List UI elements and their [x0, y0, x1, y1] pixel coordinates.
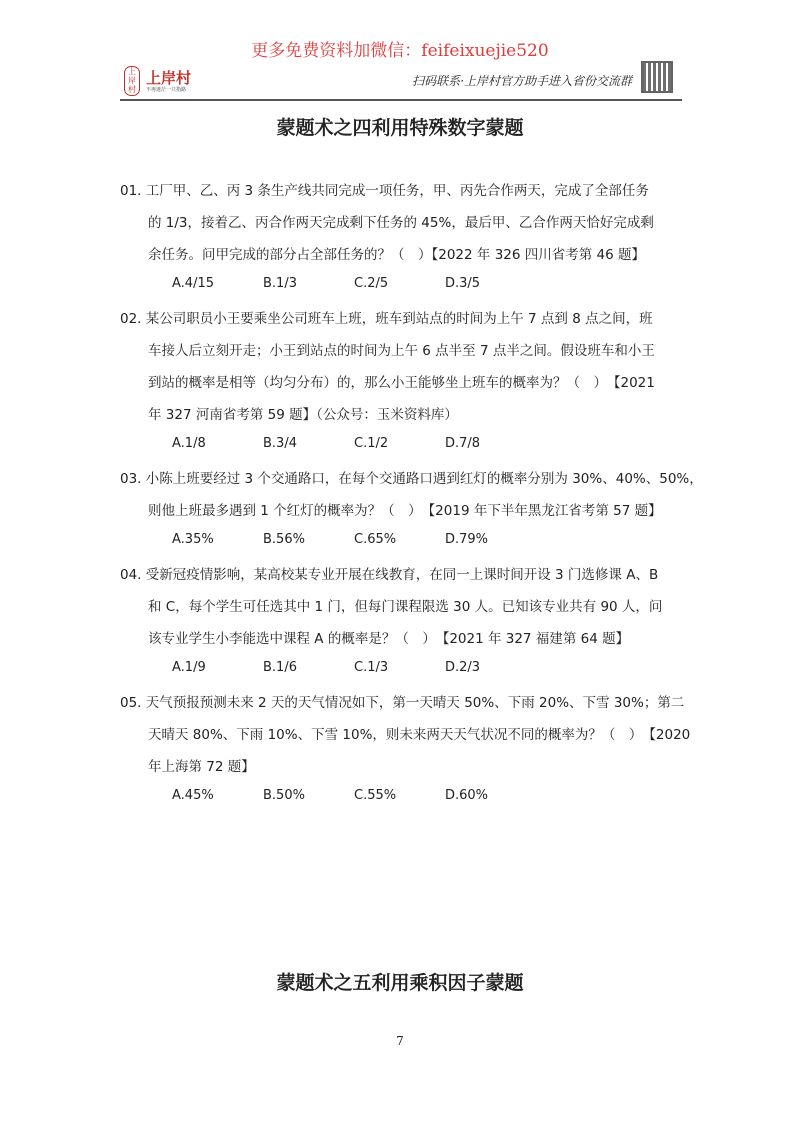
answer-option: B.1/6: [263, 660, 297, 675]
answer-option: D.79%: [445, 532, 489, 547]
answer-option: A.1/9: [172, 660, 206, 675]
answer-option: C.65%: [354, 532, 397, 547]
page-number: 7: [396, 1034, 404, 1048]
scan-text: 扫码联系·上岸村官方助手进入省份交流群: [412, 74, 632, 88]
seal-icon: 上 岸 村: [124, 66, 140, 96]
answer-option: D.2/3: [445, 660, 481, 675]
question-line: 余任务。问甲完成的部分占全部任务的？（ ）【2022 年 326 四川省考第 46 题】: [148, 247, 646, 263]
question-line: 到站的概率是相等（均匀分布）的，那么小王能够坐上班车的概率为？（ ） 【2021: [148, 375, 655, 391]
answer-option: B.56%: [263, 532, 305, 547]
answer-option: A.1/8: [172, 436, 206, 451]
question-line: 05. 天气预报预测未来 2 天的天气情况如下，第一天晴天 50%、下雨 20%、下雪 30%；第二: [120, 695, 685, 711]
section-title-next: 蒙题术之五利用乘积因子蒙题: [276, 972, 524, 994]
qr-code-icon: [641, 61, 673, 93]
answer-option: C.55%: [354, 788, 397, 803]
answer-option: B.50%: [263, 788, 305, 803]
answer-option: A.4/15: [172, 276, 214, 291]
answer-option: D.3/5: [445, 276, 481, 291]
question-line: 车接人后立刻开走；小王到站点的时间为上午 6 点半至 7 点半之间。假设班车和小王: [148, 343, 655, 359]
question-line: 该专业学生小李能选中课程 A 的概率是？（ ） 【2021 年 327 福建第 64 题】: [148, 631, 630, 647]
question-line: 则他上班最多遇到 1 个红灯的概率为？（ ） 【2019 年下半年黑龙江省考第 57 题】: [148, 503, 662, 519]
answer-option: A.45%: [172, 788, 214, 803]
answer-option: D.60%: [445, 788, 489, 803]
answer-option: C.1/3: [354, 660, 389, 675]
answer-option: C.2/5: [354, 276, 389, 291]
question-line: 01. 工厂甲、乙、丙 3 条生产线共同完成一项任务，甲、丙先合作两天，完成了全部任务: [120, 183, 649, 199]
header-divider: [120, 99, 682, 101]
answer-option: C.1/2: [354, 436, 389, 451]
brand-name: 上岸村: [146, 68, 192, 87]
brand-logo: [124, 66, 191, 96]
question-line: 和 C，每个学生可任选其中 1 门，但每门课程限选 30 人。已知该专业共有 90 人，问: [148, 599, 663, 615]
question-line: 年上海第 72 题】: [148, 759, 255, 775]
answer-option: D.7/8: [445, 436, 481, 451]
answer-option: B.3/4: [263, 436, 297, 451]
question-line: 04. 受新冠疫情影响，某高校某专业开展在线教育，在同一上课时间开设 3 门选修课 A、B: [120, 567, 659, 583]
question-line: 年 327 河南省考第 59 题】（公众号：玉米资料库）: [148, 407, 458, 423]
question-line: 天晴天 80%、下雨 10%、下雪 10%，则未来两天天气状况不同的概率为？（ ） 【2020: [148, 727, 691, 743]
answer-option: A.35%: [172, 532, 214, 547]
question-line: 的 1/3，接着乙、丙合作两天完成剩下任务的 45%，最后甲、乙合作两天恰好完成剩: [148, 215, 654, 231]
answer-option: B.1/3: [263, 276, 297, 291]
brand-slogan: 不再迷茫一只指路: [146, 86, 187, 93]
section-title: 蒙题术之四利用特殊数字蒙题: [276, 117, 524, 139]
question-line: 03. 小陈上班要经过 3 个交通路口，在每个交通路口遇到红灯的概率分别为 30%、40%、50%，: [120, 471, 703, 487]
question-line: 02. 某公司职员小王要乘坐公司班车上班，班车到站点的时间为上午 7 点到 8 点之间，班: [120, 311, 653, 327]
watermark-text: 更多免费资料加微信：feifeixuejie520: [251, 41, 549, 61]
